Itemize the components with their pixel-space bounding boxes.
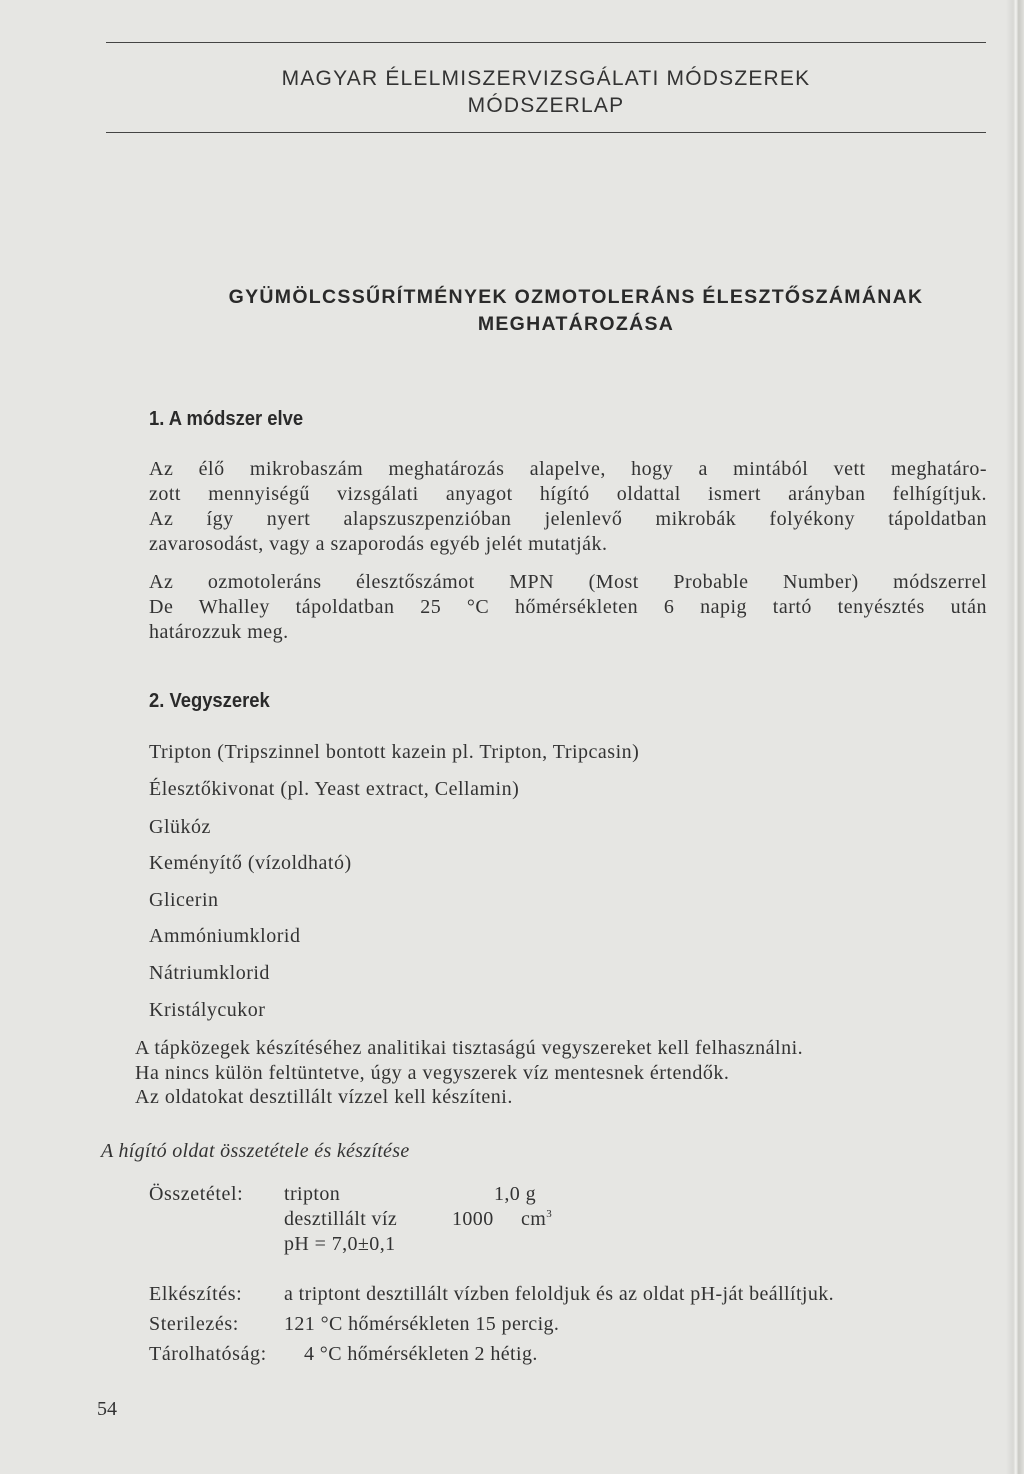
- reagent-note-line: Az oldatokat desztillált vízzel kell készíteni.: [135, 1086, 513, 1108]
- document-title-line2: MEGHATÁROZÁSA: [477, 313, 675, 335]
- reagent-item: Glükóz: [149, 816, 211, 838]
- composition-label: Összetétel:: [149, 1183, 244, 1205]
- ingredient-amount: 1,0 g: [494, 1183, 536, 1205]
- header-bottom-rule: [106, 132, 986, 133]
- header-subtitle: MÓDSZERLAP: [467, 94, 625, 117]
- paragraph-line: zavarosodást, vagy a szaporodás egyéb jelét mutatják.: [149, 533, 608, 555]
- paragraph-line: zott mennyiségű vizsgálati anyagot hígító oldattal ismert arányban felhígítjuk.: [149, 483, 987, 505]
- reagent-item: Ammóniumklorid: [149, 925, 301, 947]
- header-title: MAGYAR ÉLELMISZERVIZSGÁLATI MÓDSZEREK: [281, 67, 811, 90]
- paragraph-line: Az ozmotoleráns élesztőszámot MPN (Most Probable Number) módszerrel: [149, 571, 987, 593]
- section-heading-method-principle: 1. A módszer elve: [149, 408, 304, 430]
- page-edge-shadow: [1006, 0, 1024, 1474]
- reagent-note-line: A tápközegek készítéséhez analitikai tisztaságú vegyszereket kell felhasználni.: [135, 1037, 804, 1059]
- paragraph-line: De Whalley tápoldatban 25 °C hőmérsékleten 6 napig tartó tenyésztés után: [149, 596, 987, 618]
- ingredient-unit: [521, 1208, 552, 1231]
- ingredient-name: desztillált víz: [284, 1208, 398, 1230]
- sterilization-label: Sterilezés:: [149, 1313, 239, 1335]
- paragraph-line: Az így nyert alapszuszpenzióban jelenlevő mikrobák folyékony tápoldatban: [149, 508, 987, 530]
- reagent-item: Kristálycukor: [149, 999, 266, 1021]
- reagent-item: Glicerin: [149, 889, 219, 911]
- header-top-rule: [106, 42, 986, 43]
- ph-value: pH = 7,0±0,1: [284, 1233, 396, 1255]
- dilution-heading: A hígító oldat összetétele és készítése: [101, 1140, 410, 1162]
- storage-text: 4 °C hőmérsékleten 2 hétig.: [304, 1343, 538, 1365]
- section-heading-reagents: 2. Vegyszerek: [149, 690, 270, 712]
- reagent-item: Tripton (Tripszinnel bontott kazein pl. Tripton, Tripcasin): [149, 741, 640, 763]
- ingredient-name: tripton: [284, 1183, 341, 1205]
- ingredient-amount: 1000: [452, 1208, 494, 1230]
- reagent-note-line: Ha nincs külön feltüntetve, úgy a vegyszerek víz mentesnek értendők.: [135, 1062, 730, 1084]
- paragraph-line: határozzuk meg.: [149, 621, 289, 643]
- unit-exponent: 3: [546, 1208, 553, 1220]
- reagent-item: Keményítő (vízoldható): [149, 852, 352, 874]
- page-number: 54: [97, 1398, 117, 1420]
- paragraph-line: Az élő mikrobaszám meghatározás alapelve, hogy a mintából vett meghatáro-: [149, 458, 987, 480]
- reagent-item: Élesztőkivonat (pl. Yeast extract, Cellamin): [149, 778, 520, 800]
- unit-base: cm: [521, 1208, 547, 1230]
- reagent-item: Nátriumklorid: [149, 962, 270, 984]
- preparation-text: a triptont desztillált vízben feloldjuk és az oldat pH-ját beállítjuk.: [284, 1283, 835, 1305]
- preparation-label: Elkészítés:: [149, 1283, 243, 1305]
- document-title: GYÜMÖLCSSŰRÍTMÉNYEK OZMOTOLERÁNS ÉLESZTŐSZÁMÁNAK: [228, 286, 924, 308]
- sterilization-text: 121 °C hőmérsékleten 15 percig.: [284, 1313, 560, 1335]
- storage-label: Tárolhatóság:: [149, 1343, 267, 1365]
